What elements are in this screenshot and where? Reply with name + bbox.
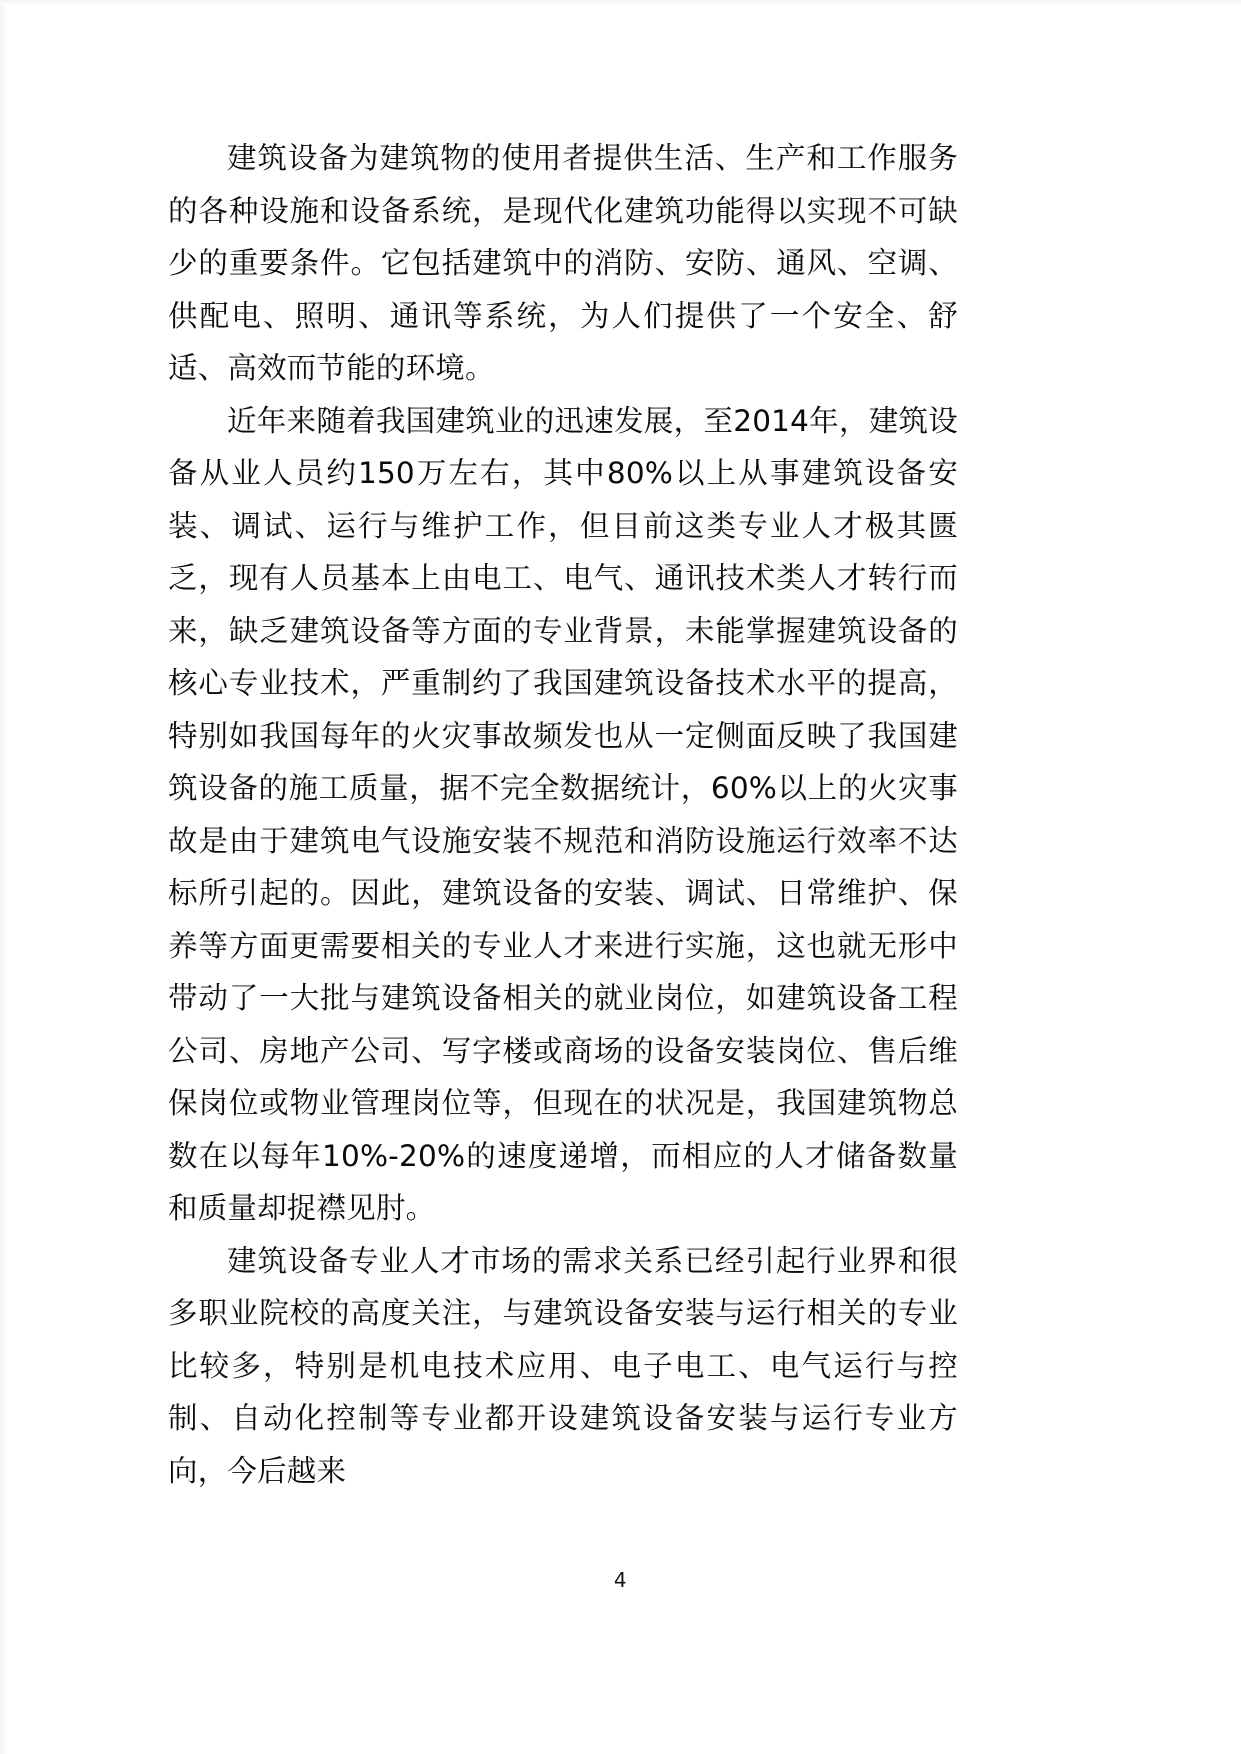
- page-footer: [0, 1568, 1241, 1592]
- scan-edge-top: [0, 0, 1241, 6]
- scan-edge-left: [0, 0, 8, 1754]
- page-number: 4: [613, 1568, 628, 1592]
- paragraph-3: 建筑设备专业人才市场的需求关系已经引起行业界和很多职业院校的高度关注，与建筑设备安装与运行相关的专业比较多，特别是机电技术应用、电子电工、电气运行与控制、自动化控制等专业都开设建筑设备安装与运行专业方向，今后越来: [168, 1243, 958, 1488]
- paragraph-2: 近年来随着我国建筑业的迅速发展，至2014年，建筑设备从业人员约150万左右，其中80%以上从事建筑设备安装、调试、运行与维护工作，但目前这类专业人才极其匮乏，现有人员基本上由电工、电气、通讯技术类人才转行而来，缺乏建筑设备等方面的专业背景，未能掌握建筑设备的核心专业技术，严重制约了我国建筑设备技术水平的提高，特别如我国每年的火灾事故频发也从一定侧面反映了我国建筑设备的施工质量，据不完全数据统计，60%以上的火灾事故是由于建筑电气设施安装不规范和消防设施运行效率不达标所引起的。因此，建筑设备的安装、调试、日常维护、保养等方面更需要相关的专业人才来进行实施，这也就无形中带动了一大批与建筑设备相关的就业岗位，如建筑设备工程公司、房地产公司、写字楼或商场的设备安装岗位、售后维保岗位或物业管理岗位等，但现在的状况是，我国建筑物总数在以每年10%-20%的速度递增，而相应的人才储备数量和质量却捉襟见肘。: [168, 403, 958, 1225]
- paragraph-1: 建筑设备为建筑物的使用者提供生活、生产和工作服务的各种设施和设备系统，是现代化建筑功能得以实现不可缺少的重要条件。它包括建筑中的消防、安防、通风、空调、供配电、照明、通讯等系统，为人们提供了一个安全、舒适、高效而节能的环境。: [168, 141, 958, 385]
- page-body-text: [168, 132, 958, 1497]
